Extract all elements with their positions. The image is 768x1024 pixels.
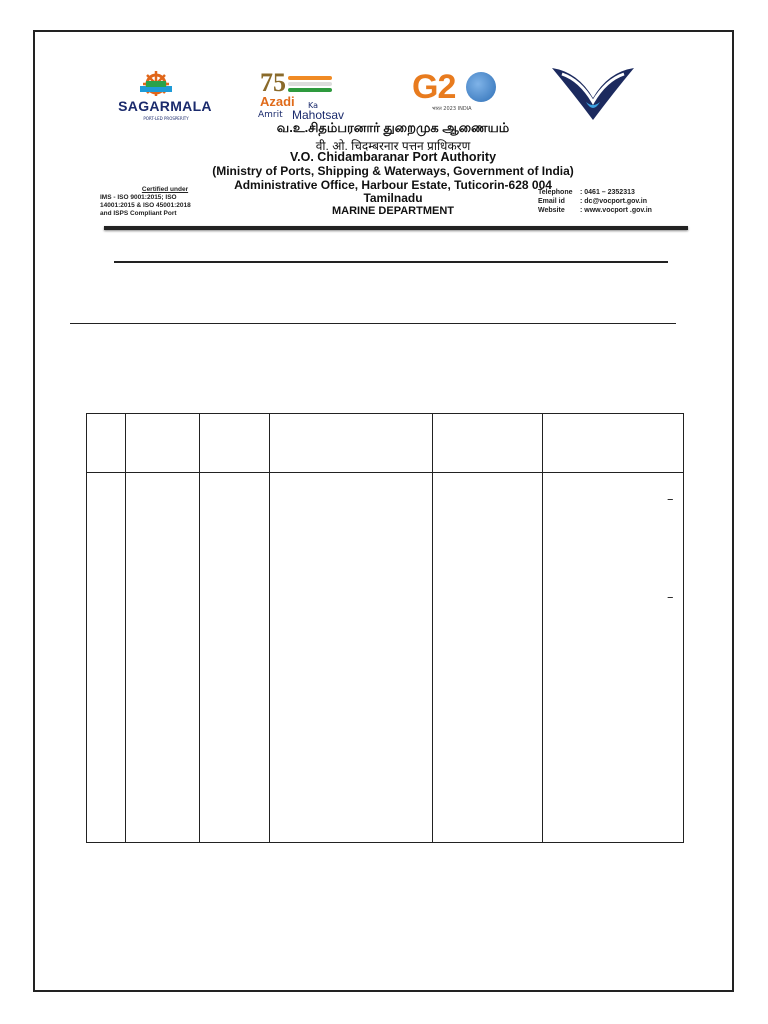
divider-line: [114, 261, 668, 263]
table-dash-mark: –: [667, 492, 674, 507]
certified-title: Certified under: [141, 186, 189, 193]
flag-green-stripe: [288, 88, 332, 92]
sagarmala-name: SAGARMALA: [118, 98, 212, 114]
contact-block: [538, 188, 688, 215]
table-dash-mark: –: [667, 590, 674, 605]
sagarmala-logo: [102, 70, 228, 124]
azadi-number: 75: [260, 68, 286, 97]
ministry-line: (Ministry of Ports, Shipping & Waterways, Government of India): [212, 164, 574, 178]
ship-wheel-icon: [136, 70, 176, 96]
hindi-port-name: वी. ओ. चिदम्बरनार पत्तन प्राधिकरण: [315, 139, 471, 153]
empty-table: [86, 413, 684, 843]
website-value: : www.vocport .gov.in: [580, 207, 652, 214]
letterhead: [98, 60, 688, 232]
azadi-ka-amrit-mahotsav-logo: [258, 68, 368, 124]
azadi-word: Azadi: [260, 94, 295, 109]
state-line: Tamilnadu: [363, 191, 423, 205]
email-value: : dc@vocport.gov.in: [580, 198, 647, 205]
table-column-divider: [199, 414, 200, 842]
telephone-label: Telephone: [538, 189, 573, 196]
ka-word: Ka: [308, 101, 319, 110]
g20-logo: [412, 68, 512, 120]
table-header-rule: [87, 472, 683, 473]
divider-line: [70, 323, 676, 324]
tamil-port-name: வ.உ.சிதம்பரனார் துறைமுக ஆணையம்: [276, 120, 510, 135]
flag-white-stripe: [288, 82, 332, 86]
website-label: Website: [538, 207, 565, 214]
table-column-divider: [269, 414, 270, 842]
globe-icon: [466, 72, 496, 102]
certified-line: IMS - ISO 9001:2015; ISO: [100, 194, 177, 201]
amrit-word: Amrit: [258, 110, 283, 120]
department-name: MARINE DEPARTMENT: [331, 205, 454, 217]
port-authority-emblem-icon: [548, 62, 638, 122]
telephone-value: : 0461 – 2352313: [580, 189, 635, 196]
english-port-name: V.O. Chidambaranar Port Authority: [289, 150, 497, 164]
address-line: Administrative Office, Harbour Estate, Tuticorin-628 004: [234, 178, 552, 192]
table-column-divider: [542, 414, 543, 842]
certified-line: and ISPS Compliant Port: [100, 210, 177, 217]
mahotsav-word: Mahotsav: [292, 108, 345, 122]
table-column-divider: [125, 414, 126, 842]
g20-subtitle: भारत 2023 INDIA: [432, 106, 472, 112]
email-label: Email id: [538, 198, 565, 205]
table-column-divider: [432, 414, 433, 842]
g20-text: G2: [412, 68, 456, 106]
flag-saffron-stripe: [288, 76, 332, 80]
certification-block: [100, 186, 230, 218]
letterhead-rule: [104, 226, 688, 230]
certified-line: 14001:2015 & ISO 45001:2018: [100, 202, 191, 209]
sagarmala-tagline: PORT-LED PROSPERITY: [143, 116, 189, 121]
